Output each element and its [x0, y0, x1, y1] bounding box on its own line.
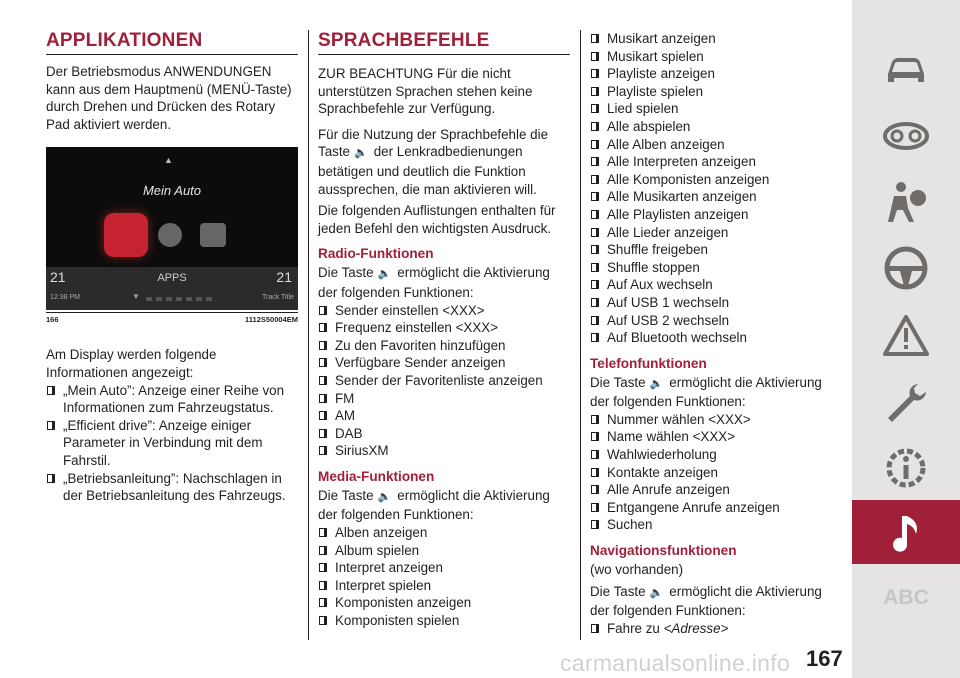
bullet-icon: [319, 528, 327, 537]
list-item: FM: [318, 390, 570, 408]
voice-key-icon: 🔈: [649, 377, 664, 390]
sidebar-item-multimedia[interactable]: [852, 500, 960, 564]
list-item: Alben anzeigen: [318, 524, 570, 542]
list-item: „Betriebsanleitung”: Nachschlagen in der Betriebsanleitung des Fahrzeugs.: [46, 470, 298, 505]
sidebar-item-index[interactable]: ABC: [883, 586, 929, 609]
bullet-icon: [319, 394, 327, 403]
list-item: Auf Bluetooth wechseln: [590, 329, 840, 347]
screen-right-number: 21: [276, 269, 292, 286]
phone-list: [590, 411, 840, 534]
list-item: Kontakte anzeigen: [590, 464, 840, 482]
bullet-icon: [591, 263, 599, 272]
radio-list: [318, 302, 570, 460]
screen-title: Mein Auto: [142, 183, 202, 199]
bullet-icon: [591, 280, 599, 289]
bullet-icon: [319, 376, 327, 385]
list-item: Komponisten anzeigen: [318, 594, 570, 612]
bullet-icon: [47, 421, 55, 430]
bullet-icon: [319, 429, 327, 438]
bullet-icon: [591, 333, 599, 342]
watermark: carmanualsonline.info: [560, 650, 791, 676]
list-item: Frequenz einstellen <XXX>: [318, 319, 570, 337]
bullet-icon: [47, 386, 55, 395]
bullet-icon: [47, 474, 55, 483]
bullet-icon: [591, 298, 599, 307]
list-item: SiriusXM: [318, 442, 570, 460]
list-item: Musikart spielen: [590, 48, 840, 66]
leaf-app-icon: [158, 223, 182, 247]
column-divider: [580, 30, 581, 640]
list-item: Alle Lieder anzeigen: [590, 224, 840, 242]
list-item: Alle Alben anzeigen: [590, 136, 840, 154]
steering-wheel-icon: [882, 244, 930, 292]
display-screenshot: [46, 147, 298, 310]
list-item: Sender der Favoritenliste anzeigen: [318, 372, 570, 390]
list-item: DAB: [318, 425, 570, 443]
bullet-icon: [591, 34, 599, 43]
list-item: Alle abspielen: [590, 118, 840, 136]
list-item: Lied spielen: [590, 100, 840, 118]
up-arrow-icon: ▲: [164, 155, 173, 166]
bullet-icon: [591, 210, 599, 219]
screen-left-number: 21: [50, 269, 66, 286]
voice-key-icon: 🔈: [377, 490, 392, 503]
car-icon: [882, 44, 930, 92]
bullet-icon: [591, 432, 599, 441]
bullet-icon: [591, 468, 599, 477]
bullet-icon: [319, 546, 327, 555]
list-item: Name wählen <XXX>: [590, 428, 840, 446]
bullet-icon: [319, 563, 327, 572]
bullet-icon: [591, 450, 599, 459]
radio-heading: Radio-Funktionen: [318, 246, 434, 262]
figure-number: 166: [46, 315, 59, 325]
sidebar-item-driving[interactable]: [852, 236, 960, 300]
gauges-icon: [882, 112, 930, 160]
display-bullets: [46, 382, 298, 505]
bullet-icon: [319, 306, 327, 315]
down-arrow-icon: ▼: [132, 292, 140, 302]
bullet-icon: [591, 52, 599, 61]
list-item: „Efficient drive”: Anzeige einiger Parameter in Verbindung mit dem Fahrstil.: [46, 417, 298, 470]
bullet-icon: [591, 87, 599, 96]
commands-column-continued: [590, 30, 840, 637]
sidebar-item-car[interactable]: [852, 36, 960, 100]
sidebar-item-instruments[interactable]: [852, 104, 960, 168]
bullet-icon: [591, 503, 599, 512]
voice-key-icon: 🔈: [354, 147, 368, 160]
list-item: Auf USB 1 wechseln: [590, 294, 840, 312]
media-heading: Media-Funktionen: [318, 468, 435, 484]
figure-caption: [46, 312, 298, 324]
applications-heading: APPLIKATIONEN: [46, 30, 298, 55]
media-list-continued: [590, 30, 840, 347]
phone-intro: Die Taste 🔈 ermöglicht die Aktivierung der folgenden Funktionen:: [590, 374, 822, 410]
list-item: Zu den Favoriten hinzufügen: [318, 337, 570, 355]
list-item: AM: [318, 407, 570, 425]
applications-column: [46, 30, 298, 505]
screen-track: Track Title: [261, 294, 294, 302]
list-item: Album spielen: [318, 542, 570, 560]
applications-intro: Der Betriebsmodus ANWENDUNGEN kann aus dem Hauptmenü (MENÜ-Taste) durch Drehen und Drücken des Rotary Pad aktiviert werden.: [46, 64, 292, 132]
bullet-icon: [591, 192, 599, 201]
bullet-icon: [591, 316, 599, 325]
navigation-intro: Die Taste 🔈 ermöglicht die Aktivierung der folgenden Funktionen:: [590, 583, 822, 619]
sidebar-item-safety[interactable]: [852, 170, 960, 234]
list-item: Alle Playlisten anzeigen: [590, 206, 840, 224]
list-item: Playliste anzeigen: [590, 65, 840, 83]
bullet-icon: [591, 122, 599, 131]
lists-intro: Die folgenden Auflistungen enthalten für jeden Befehl den wichtigsten Ausdruck.: [318, 203, 556, 236]
list-item: Verfügbare Sender anzeigen: [318, 354, 570, 372]
column-divider: [308, 30, 309, 640]
list-item: „Mein Auto”: Anzeige einer Reihe von Informationen zum Fahrzeugstatus.: [46, 382, 298, 417]
bullet-icon: [319, 411, 327, 420]
info-gear-icon: [882, 444, 930, 492]
usage-text: Für die Nutzung der Sprachbefehle die Taste 🔈 der Lenkradbedienungen betätigen und deutlich die Funktion aussprechen, die man aktivieren will.: [318, 126, 549, 197]
sidebar-item-maintenance[interactable]: [852, 370, 960, 434]
voice-commands-heading: SPRACHBEFEHLE: [318, 30, 570, 55]
wrench-icon: [882, 378, 930, 426]
media-intro: Die Taste 🔈 ermöglicht die Aktivierung der folgenden Funktionen:: [318, 487, 550, 523]
bullet-icon: [591, 624, 599, 633]
language-note: ZUR BEACHTUNG Für die nicht unterstützen Sprachen stehen keine Sprachbefehle zur Verfügung.: [318, 66, 533, 117]
bullet-icon: [591, 415, 599, 424]
bullet-icon: [591, 245, 599, 254]
list-item: Auf USB 2 wechseln: [590, 312, 840, 330]
list-item: Interpret anzeigen: [318, 559, 570, 577]
navigation-heading: Navigationsfunktionen: [590, 543, 737, 559]
screen-page-dots: [146, 297, 216, 301]
bullet-icon: [591, 157, 599, 166]
list-item: Alle Komponisten anzeigen: [590, 171, 840, 189]
voice-key-icon: 🔈: [377, 268, 392, 281]
radio-intro: Die Taste 🔈 ermöglicht die Aktivierung der folgenden Funktionen:: [318, 265, 550, 300]
car-app-icon: [104, 213, 148, 257]
bullet-icon: [591, 175, 599, 184]
list-item: Shuffle stoppen: [590, 259, 840, 277]
display-intro: Am Display werden folgende Informationen angezeigt:: [46, 347, 217, 380]
list-item: Interpret spielen: [318, 577, 570, 595]
list-item: Alle Interpreten anzeigen: [590, 153, 840, 171]
sidebar-item-emergency[interactable]: [852, 304, 960, 368]
bullet-icon: [319, 598, 327, 607]
list-item: Shuffle freigeben: [590, 241, 840, 259]
bullet-icon: [319, 581, 327, 590]
list-item: Musikart anzeigen: [590, 30, 840, 48]
list-item: Fahre zu <Adresse>: [590, 620, 840, 638]
bullet-icon: [319, 323, 327, 332]
bullet-icon: [319, 358, 327, 367]
navigation-list: [590, 620, 840, 638]
navigation-note: (wo vorhanden): [590, 562, 684, 578]
bullet-icon: [591, 520, 599, 529]
list-item: Auf Aux wechseln: [590, 276, 840, 294]
figure-code: 1112S50004EM: [245, 315, 298, 325]
bullet-icon: [591, 485, 599, 494]
list-item: Sender einstellen <XXX>: [318, 302, 570, 320]
bullet-icon: [591, 228, 599, 237]
list-item: Alle Anrufe anzeigen: [590, 481, 840, 499]
media-list: [318, 524, 570, 630]
list-item: Komponisten spielen: [318, 612, 570, 630]
phone-heading: Telefonfunktionen: [590, 355, 707, 371]
music-note-icon: [882, 508, 930, 556]
list-item: Entgangene Anrufe anzeigen: [590, 499, 840, 517]
voice-key-icon: 🔈: [649, 586, 664, 599]
bullet-icon: [591, 104, 599, 113]
bullet-icon: [591, 140, 599, 149]
list-item: Nummer wählen <XXX>: [590, 411, 840, 429]
bullet-icon: [319, 446, 327, 455]
page-number: 167: [806, 646, 843, 671]
screen-time: 12:38 PM: [50, 294, 80, 302]
bullet-icon: [591, 69, 599, 78]
list-item: Suchen: [590, 516, 840, 534]
bullet-icon: [319, 341, 327, 350]
warning-triangle-icon: [882, 312, 930, 360]
list-item: Playliste spielen: [590, 83, 840, 101]
list-item: Wahlwiederholung: [590, 446, 840, 464]
manual-app-icon: [200, 223, 226, 247]
chapter-sidebar: [852, 0, 960, 678]
list-item: Alle Musikarten anzeigen: [590, 188, 840, 206]
screen-apps-label: APPS: [157, 272, 187, 285]
voice-commands-column: [318, 30, 570, 630]
sidebar-item-technical-data[interactable]: [852, 436, 960, 500]
airbag-icon: [882, 178, 930, 226]
bullet-icon: [319, 616, 327, 625]
